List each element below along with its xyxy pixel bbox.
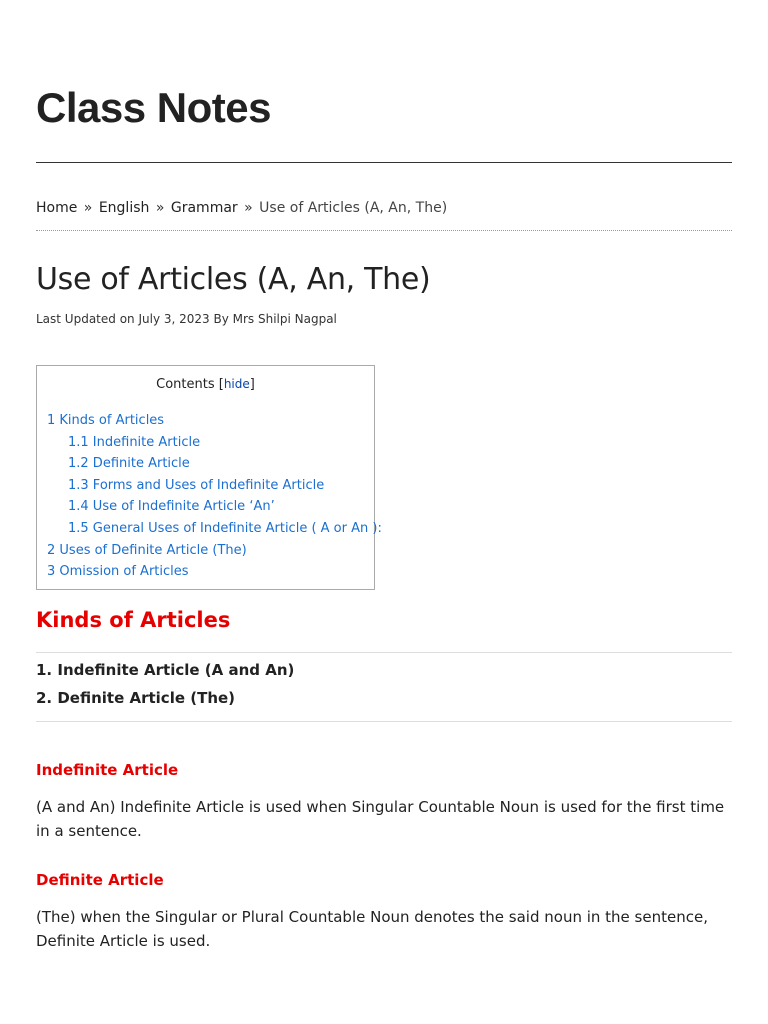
breadcrumb-separator: »: [244, 200, 253, 216]
breadcrumb-home[interactable]: Home: [36, 200, 78, 216]
toc-link-omission[interactable]: 3 Omission of Articles: [47, 564, 189, 580]
paragraph-indefinite: (A and An) Indefinite Article is used when Singular Countable Noun is used for the first time in a sentence.: [36, 798, 725, 840]
toc-list: [47, 410, 382, 583]
toc-item: [47, 410, 382, 432]
toc-link-kinds-of-articles[interactable]: 1 Kinds of Articles: [47, 413, 165, 428]
breadcrumb: [36, 200, 447, 216]
toc-link-uses-of-definite[interactable]: 2 Uses of Definite Article (The): [47, 542, 247, 558]
subheading-definite-article: Definite Article: [36, 871, 164, 889]
toc-item: [47, 453, 382, 475]
list-item: 2. Definite Article (The): [36, 689, 236, 707]
breadcrumb-divider: [36, 230, 732, 231]
toc-item: [47, 496, 382, 518]
toc-link-use-of-an[interactable]: 1.4 Use of Indefinite Article ‘An’: [68, 499, 275, 515]
toc-item: [47, 475, 382, 497]
subheading-indefinite-article: Indefinite Article: [36, 761, 179, 779]
table-of-contents: [36, 365, 382, 590]
toc-item: [47, 518, 382, 540]
section-heading-kinds: Kinds of Articles: [36, 608, 231, 632]
list-top-divider: [36, 652, 732, 653]
toc-link-indefinite-article[interactable]: 1.1 Indefinite Article: [68, 434, 201, 450]
post-meta: Last Updated on July 3, 2023 By Mrs Shilpi Nagpal: [36, 312, 337, 326]
toc-link-general-uses[interactable]: 1.5 General Uses of Indefinite Article ( A or An ):: [68, 520, 382, 536]
toc-link-forms-and-uses[interactable]: 1.3 Forms and Uses of Indefinite Article: [68, 477, 325, 493]
page-title: Use of Articles (A, An, The): [36, 262, 431, 297]
list-bottom-divider: [36, 721, 732, 722]
toc-item: [47, 540, 382, 562]
toc-item: [47, 561, 382, 583]
toc-title: Contents: [156, 377, 215, 392]
breadcrumb-separator: »: [155, 200, 165, 216]
toc-header: [37, 377, 374, 392]
list-item: 1. Indefinite Article (A and An): [36, 661, 295, 679]
toc-item: [47, 432, 382, 454]
breadcrumb-grammar[interactable]: Grammar: [170, 200, 238, 216]
site-title[interactable]: Class Notes: [36, 84, 271, 131]
breadcrumb-english[interactable]: English: [98, 200, 150, 216]
toc-link-definite-article[interactable]: 1.2 Definite Article: [68, 456, 190, 472]
header-divider: [36, 162, 732, 163]
paragraph-definite: (The) when the Singular or Plural Countable Noun denotes the said noun in the sentence, Definite Article is used.: [36, 908, 708, 950]
toc-bracket-open: [: [218, 377, 224, 392]
toc-bracket-close: ]: [249, 377, 255, 392]
toc-hide-toggle[interactable]: hide: [223, 377, 250, 391]
breadcrumb-current: Use of Articles (A, An, The): [259, 200, 448, 216]
breadcrumb-separator: »: [83, 200, 93, 216]
